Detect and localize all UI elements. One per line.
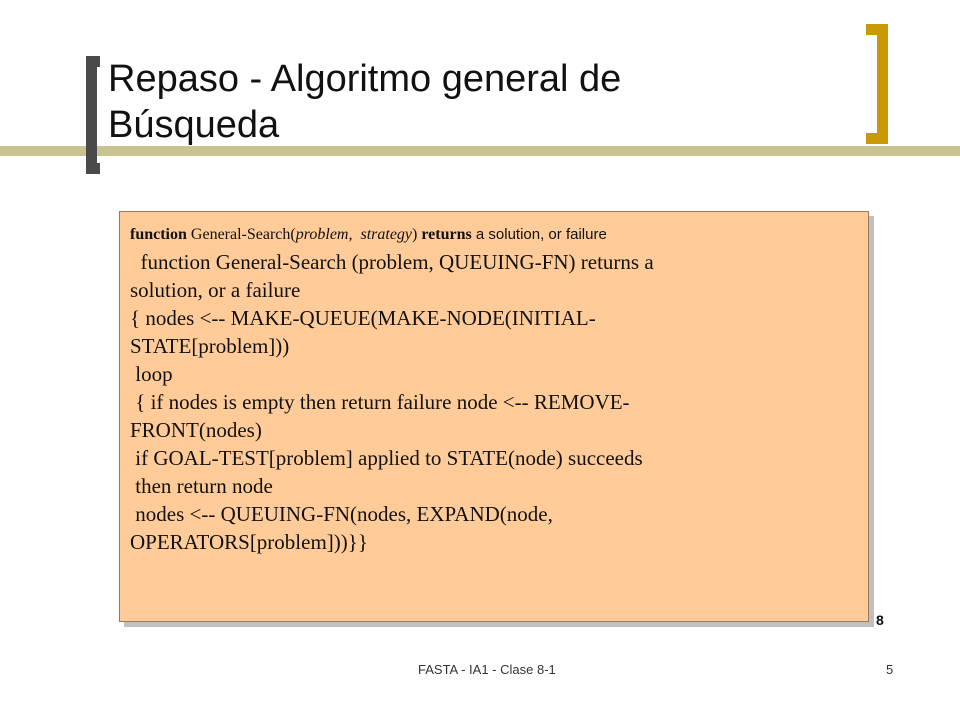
close-paren: ) [412, 226, 422, 243]
algorithm-box [119, 211, 869, 622]
code-line: { if nodes is empty then return failure node <-- REMOVE- [130, 390, 630, 414]
page-number: 5 [886, 662, 894, 677]
title-line-2: Búsqueda [108, 104, 280, 146]
title-line-1: Repaso - Algoritmo general de [108, 58, 622, 100]
code-line: then return node [130, 474, 273, 498]
return-description: a solution, or failure [471, 226, 607, 243]
code-line: FRONT(nodes) [130, 418, 262, 442]
code-line: { nodes <-- MAKE-QUEUE(MAKE-NODE(INITIAL- [130, 306, 596, 330]
keyword-function: function [130, 226, 187, 243]
param-problem: problem, [295, 226, 353, 243]
footer-text: FASTA - IA1 - Clase 8-1 [418, 662, 556, 677]
left-bracket-decoration [86, 56, 100, 174]
keyword-returns: returns [421, 226, 472, 243]
code-line: solution, or a failure [130, 278, 301, 302]
code-line: loop [130, 362, 173, 386]
right-bracket-decoration [866, 24, 888, 144]
code-line: nodes <-- QUEUING-FN(nodes, EXPAND(node, [130, 502, 553, 526]
code-line: function General-Search (problem, QUEUING-FN) returns a [130, 250, 654, 274]
slide-title [108, 56, 848, 148]
box-edge-digit: 8 [876, 612, 884, 628]
algorithm-signature [130, 224, 858, 246]
code-line: if GOAL-TEST[problem] applied to STATE(node) succeeds [130, 446, 643, 470]
function-name: General-Search( [186, 226, 296, 243]
code-line: OPERATORS[problem]))}} [130, 530, 368, 554]
param-strategy: strategy [360, 226, 413, 243]
code-line: STATE[problem])) [130, 334, 290, 358]
